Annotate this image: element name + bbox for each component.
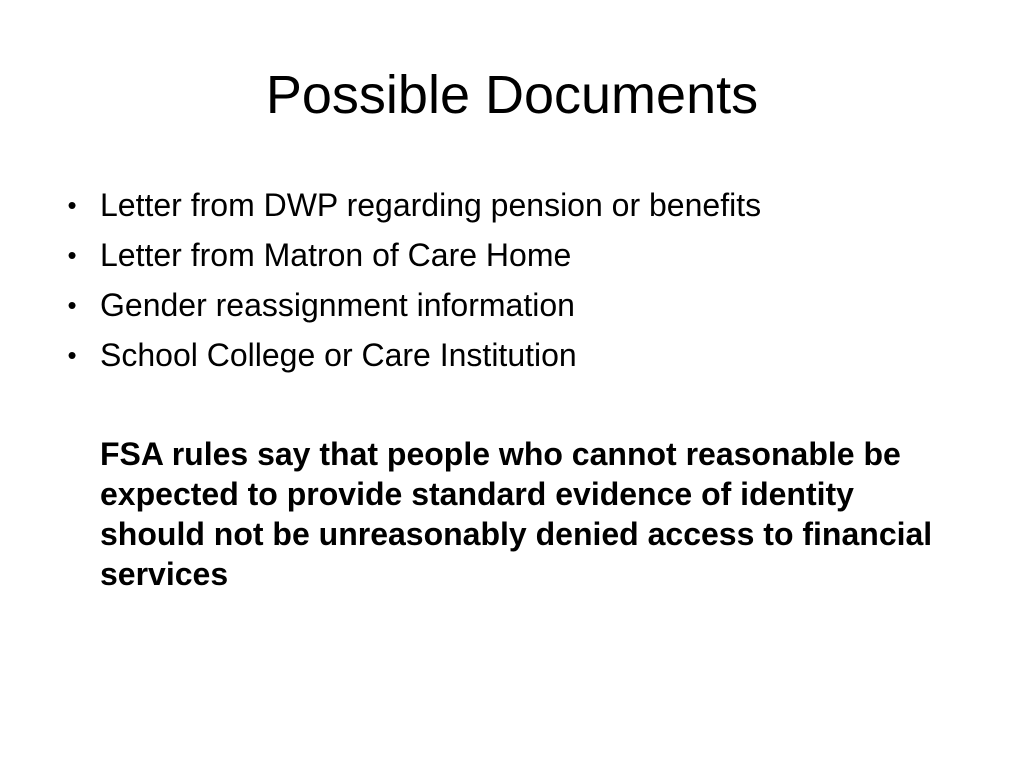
bullet-text: Gender reassignment information (100, 287, 575, 323)
slide-title: Possible Documents (265, 65, 759, 125)
list-item (62, 330, 982, 380)
fsa-rules-note: FSA rules say that people who cannot reasonable be expected to provide standard evidence of identity should not be unreasonably denied access to financial services (100, 436, 933, 592)
list-item (62, 230, 982, 280)
list-item (62, 180, 982, 230)
bullet-icon: • (67, 290, 77, 320)
bullet-text: Letter from Matron of Care Home (100, 237, 572, 273)
bullet-icon: • (67, 240, 77, 270)
bullet-text: Letter from DWP regarding pension or benefits (100, 187, 762, 223)
bullet-icon: • (67, 340, 77, 370)
bullet-icon: • (67, 190, 77, 220)
bullet-text: School College or Care Institution (100, 337, 577, 373)
list-item (62, 280, 982, 330)
bullet-list (62, 180, 982, 380)
